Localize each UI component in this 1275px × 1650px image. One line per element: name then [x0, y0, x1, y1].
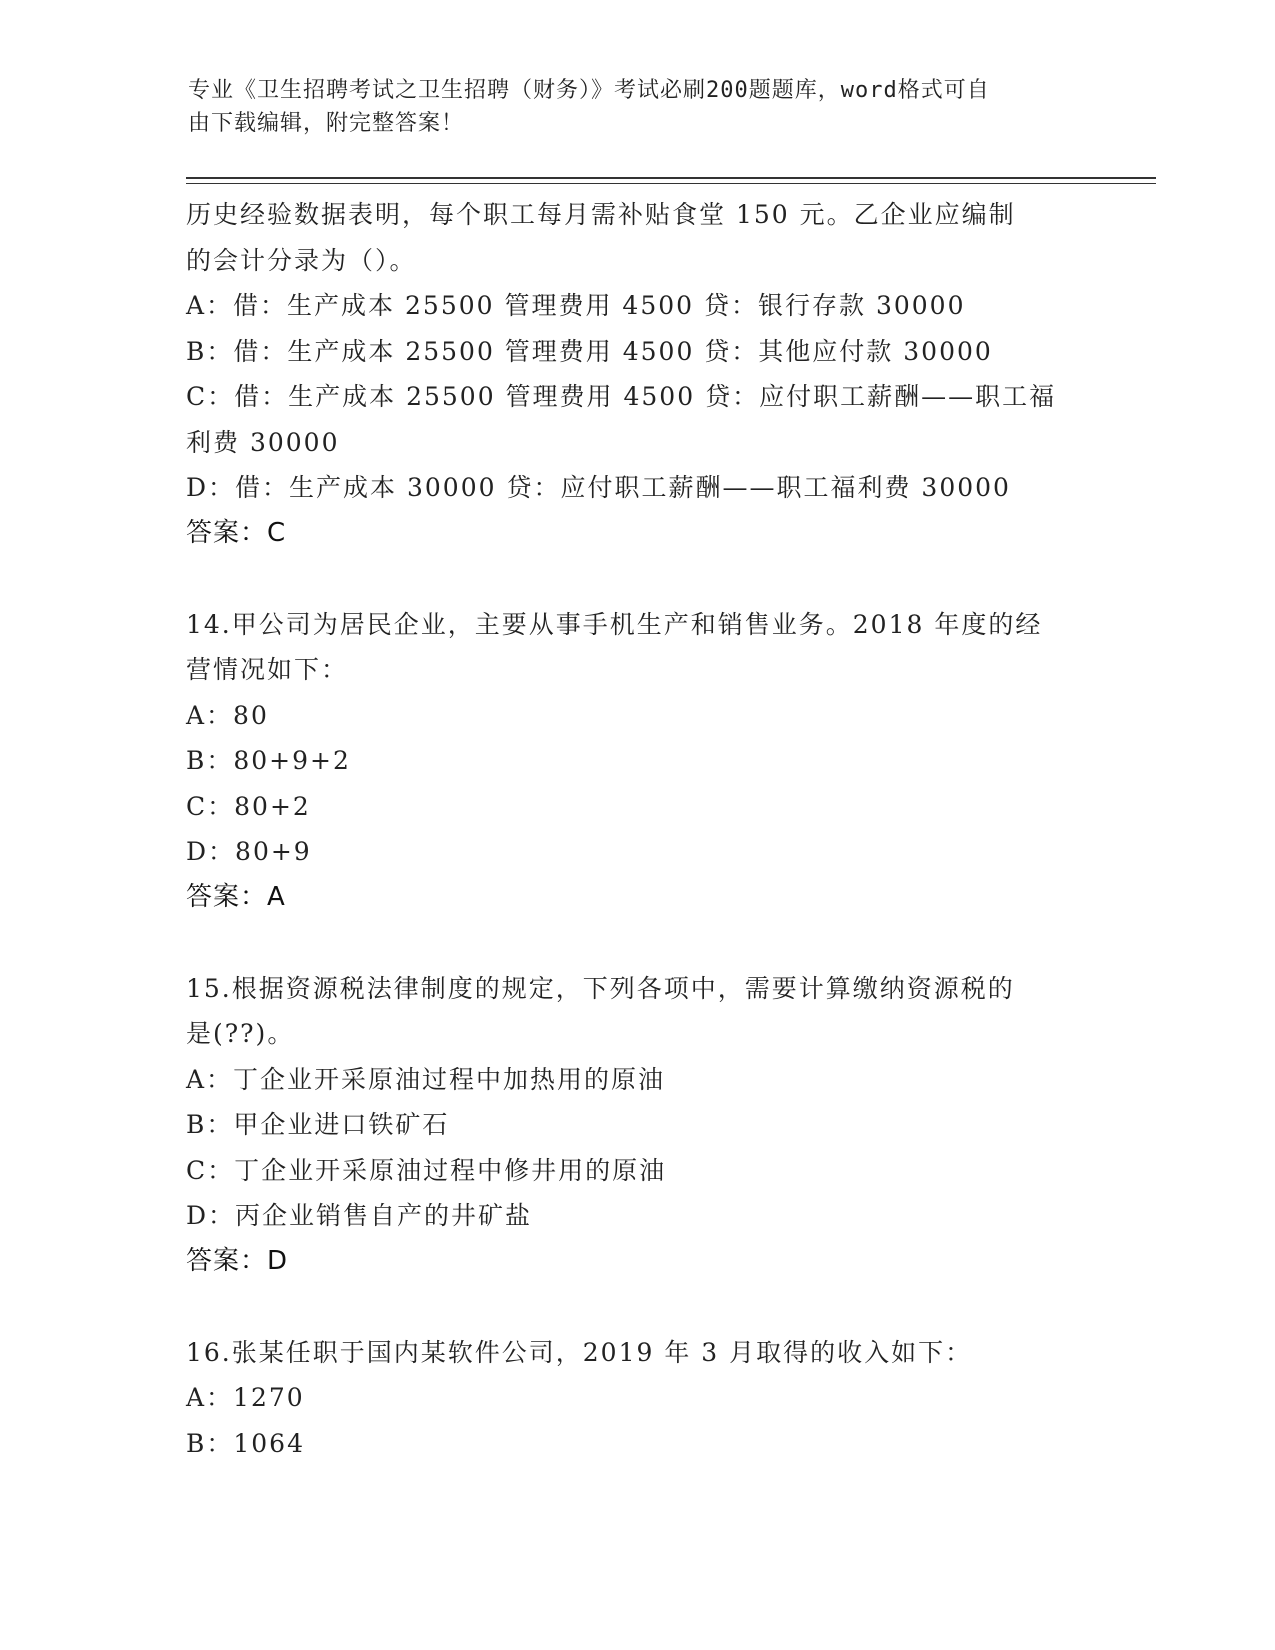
option-c: C：丁企业开采原油过程中修井用的原油 — [186, 1155, 667, 1185]
option-a: A：丁企业开采原油过程中加热用的原油 — [186, 1064, 666, 1094]
option-d: D：借：生产成本 30000 贷：应付职工薪酬——职工福利费 30000 — [186, 473, 1011, 502]
option-b: B：借：生产成本 25500 管理费用 4500 贷：其他应付款 30000 — [186, 336, 993, 366]
question-stem: 14.甲公司为居民企业，主要从事手机生产和销售业务。2018 年度的经 — [186, 609, 1043, 639]
header-line-2: 由下载编辑，附完整答案！ — [188, 111, 465, 136]
option-c: C：借：生产成本 25500 管理费用 4500 贷：应付职工薪酬——职工福 — [186, 382, 1057, 411]
spacer — [186, 556, 1086, 602]
question-stem: 是(??)。 — [186, 1019, 295, 1048]
question-stem: 历史经验数据表明，每个职工每月需补贴食堂 150 元。乙企业应编制 — [186, 200, 1016, 229]
answer-label: 答案：D — [186, 1245, 289, 1276]
option-c: C：80+2 — [186, 791, 311, 821]
spacer — [186, 920, 1086, 966]
spacer — [186, 1284, 1086, 1330]
question-14 — [186, 602, 1086, 921]
question-list — [186, 192, 1086, 1466]
answer-label: 答案：C — [186, 517, 287, 548]
option-b: B：1064 — [186, 1428, 305, 1458]
document-header — [188, 74, 1078, 140]
option-a: A：1270 — [186, 1383, 305, 1412]
option-d: D：80+9 — [186, 837, 312, 866]
answer-label: 答案：A — [186, 881, 286, 912]
option-b: B：80+9+2 — [186, 746, 351, 775]
question-16 — [186, 1330, 1086, 1467]
question-13 — [186, 192, 1086, 556]
question-stem: 的会计分录为（）。 — [186, 245, 417, 275]
question-15 — [186, 966, 1086, 1285]
option-a: A：借：生产成本 25500 管理费用 4500 贷：银行存款 30000 — [186, 291, 966, 320]
option-a: A：80 — [186, 700, 269, 730]
header-divider-thick — [186, 177, 1156, 179]
question-stem: 15.根据资源税法律制度的规定，下列各项中，需要计算缴纳资源税的 — [186, 973, 1015, 1003]
option-d: D：丙企业销售自产的井矿盐 — [186, 1201, 533, 1230]
option-c: 利费 30000 — [186, 427, 340, 457]
header-line-1: 专业《卫生招聘考试之卫生招聘（财务）》考试必刷200题题库，word格式可自 — [188, 78, 990, 103]
header-divider-thin — [186, 183, 1156, 184]
question-stem: 16.张某任职于国内某软件公司，2019 年 3 月取得的收入如下： — [186, 1337, 973, 1367]
question-stem: 营情况如下： — [186, 655, 349, 684]
option-b: B：甲企业进口铁矿石 — [186, 1110, 450, 1139]
